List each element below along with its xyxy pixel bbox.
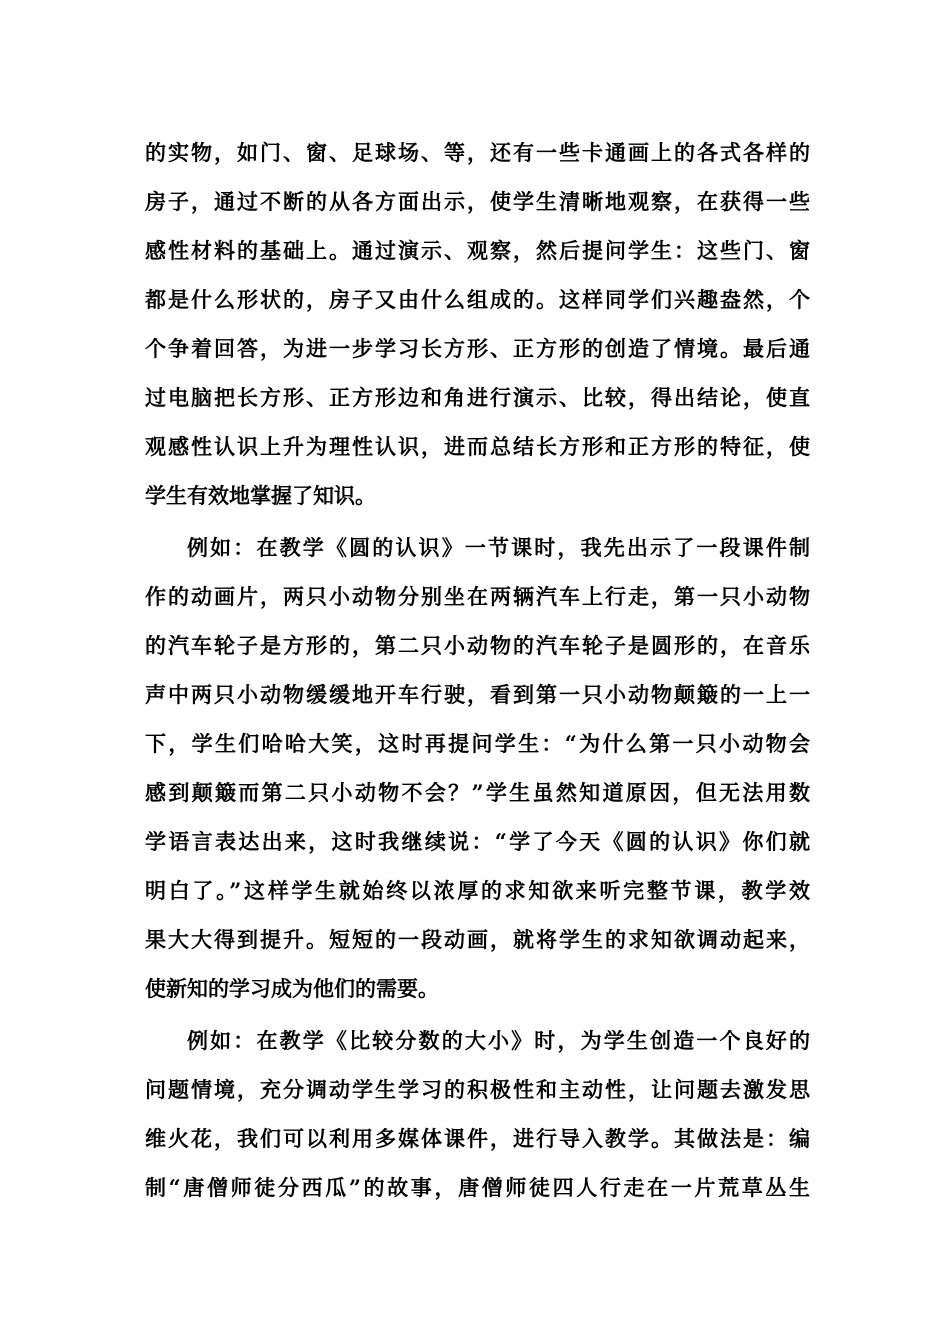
text-line: 使新知的学习成为他们的需要。 xyxy=(145,976,439,1001)
text-line: 明白了。”这样学生就始终以浓厚的求知欲来听完整节课，教学效 xyxy=(145,878,810,903)
text-line: 维火花，我们可以利用多媒体课件，进行导入教学。其做法是：编 xyxy=(145,1126,810,1151)
text-line: 学语言表达出来，这时我继续说：“学了今天《圆的认识》你们就 xyxy=(145,829,810,854)
text-line: 感到颠簸而第二只小动物不会？”学生虽然知道原因，但无法用数 xyxy=(145,780,810,805)
text-line: 的实物，如门、窗、足球场、等，还有一些卡通画上的各式各样的 xyxy=(145,140,810,165)
text-line: 作的动画片，两只小动物分别坐在两辆汽车上行走，第一只小动物 xyxy=(145,584,810,609)
text-line: 都是什么形状的，房子又由什么组成的。这样同学们兴趣盎然，个 xyxy=(145,287,810,312)
text-line: 制“唐僧师徒分西瓜”的故事，唐僧师徒四人行走在一片荒草丛生 xyxy=(145,1175,810,1200)
text-line: 下，学生们哈哈大笑，这时再提问学生：“为什么第一只小动物会 xyxy=(145,731,810,756)
text-line: 过电脑把长方形、正方形边和角进行演示、比较，得出结论，使直 xyxy=(145,385,810,410)
text-line: 例如：在教学《比较分数的大小》时，为学生创造一个良好的 xyxy=(187,1028,810,1053)
text-line: 感性材料的基础上。通过演示、观察，然后提问学生：这些门、窗 xyxy=(145,238,810,263)
text-line: 声中两只小动物缓缓地开车行驶，看到第一只小动物颠簸的一上一 xyxy=(145,682,810,707)
text-line: 学生有效地掌握了知识。 xyxy=(145,483,376,508)
text-line: 观感性认识上升为理性认识，进而总结长方形和正方形的特征，使 xyxy=(145,434,810,459)
text-line: 房子，通过不断的从各方面出示，使学生清晰地观察，在获得一些 xyxy=(145,189,810,214)
text-line: 例如：在教学《圆的认识》一节课时，我先出示了一段课件制 xyxy=(187,535,810,560)
text-line: 的汽车轮子是方形的，第二只小动物的汽车轮子是圆形的，在音乐 xyxy=(145,633,810,658)
text-line: 果大大得到提升。短短的一段动画，就将学生的求知欲调动起来， xyxy=(145,927,810,952)
text-line: 问题情境，充分调动学生学习的积极性和主动性，让问题去激发思 xyxy=(145,1077,810,1102)
text-line: 个争着回答，为进一步学习长方形、正方形的创造了情境。最后通 xyxy=(145,336,810,361)
